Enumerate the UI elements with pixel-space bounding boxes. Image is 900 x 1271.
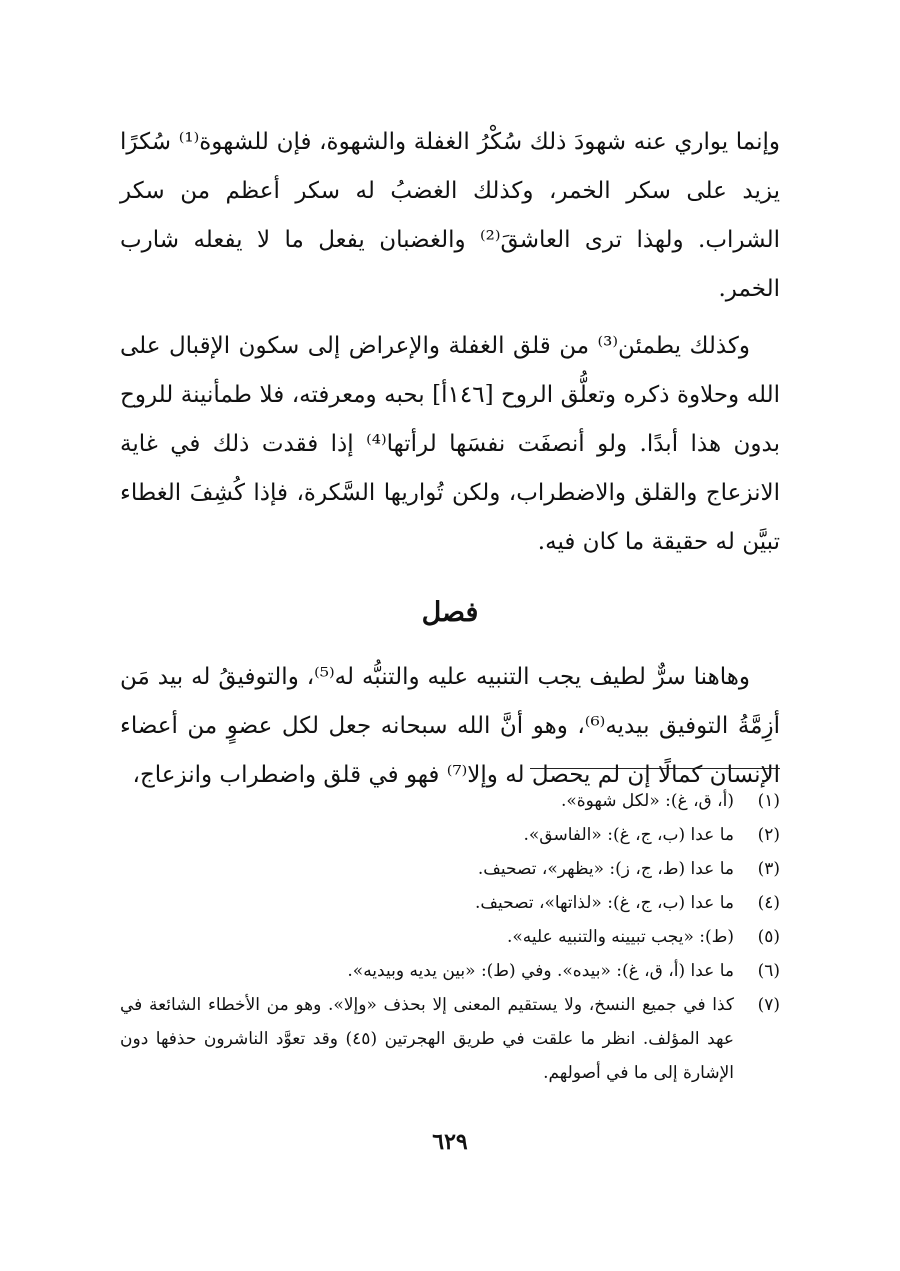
footnote-text: ما عدا (ط، ج، ز): «يظهر»، تصحيف. xyxy=(477,859,734,879)
main-text-block xyxy=(120,118,780,800)
footnote-number: (٣) xyxy=(757,859,780,879)
footnote-number: (٥) xyxy=(757,927,780,947)
footnote-text: (أ، ق، غ): «لكل شهوة». xyxy=(560,791,734,811)
footnote-5 xyxy=(120,920,780,954)
paragraph-2: وكذلك يطمئن⁽³⁾ من قلق الغفلة والإعراض إلى سكون الإقبال على الله وحلاوة ذكره وتعلُّق الروح [١٤٦أ] بحبه ومعرفته، فلا طمأنينة للروح بدون هذا أبدًا. ولو أنصفَت نفسَها لرأتها⁽⁴⁾ إذا فقدت ذلك في غاية الانزعاج والقلق والاضطراب، ولكن تُواريها السَّكرة، فإذا كُشِفَ الغطاء تبيَّن له حقيقة ما كان فيه. xyxy=(120,333,780,555)
footnote-7 xyxy=(120,988,780,1090)
footnote-number: (٤) xyxy=(757,893,780,913)
page-number: ٦٢٩ xyxy=(432,1129,468,1155)
footnote-1 xyxy=(120,784,780,818)
footnote-text: ما عدا (ب، ج، غ): «لذاتها»، تصحيف. xyxy=(474,893,734,913)
footnote-number: (٦) xyxy=(757,961,780,981)
footnote-number: (٧) xyxy=(757,995,780,1015)
footnote-text: ما عدا (ب، ج، غ): «الفاسق». xyxy=(523,825,734,845)
paragraph-3: وهاهنا سرٌّ لطيف يجب التنبيه عليه والتنبُّه له⁽⁵⁾، والتوفيقُ له بيد مَن أزِمَّةُ التوفيق بيديه⁽⁶⁾، وهو أنَّ الله سبحانه جعل لكل عضوٍ من أعضاء الإنسان كمالًا إن لم يحصل له وإلا⁽⁷⁾ فهو في قلق واضطراب وانزعاج، xyxy=(120,664,780,788)
section-heading: فصل xyxy=(421,597,479,628)
footnote-text: (ط): «يجب تبيينه والتنبيه عليه». xyxy=(506,927,734,947)
paragraph-1: وإنما يواري عنه شهودَ ذلك سُكْرُ الغفلة والشهوة، فإن للشهوة⁽¹⁾ سُكرًا يزيد على سكر الخمر، وكذلك الغضبُ له سكر أعظم من سكر الشراب. ولهذا ترى العاشقَ⁽²⁾ والغضبان يفعل ما لا يفعله شارب الخمر. xyxy=(120,129,780,302)
footnote-text: كذا في جميع النسخ، ولا يستقيم المعنى إلا بحذف «وإلا». وهو من الأخطاء الشائعة في عهد المؤلف. انظر ما علقت في طريق الهجرتين (٤٥) وقد تعوَّد الناشرون حذفها دون الإشارة إلى ما في أصولهم. xyxy=(120,995,734,1083)
footnote-separator xyxy=(530,768,780,769)
footnote-3 xyxy=(120,852,780,886)
footnote-number: (١) xyxy=(757,791,780,811)
footnote-number: (٢) xyxy=(757,825,780,845)
footnote-text: ما عدا (أ، ق، غ): «بيده». وفي (ط): «بين يديه وبيديه». xyxy=(347,961,734,981)
footnotes-list xyxy=(120,784,780,1090)
footnote-6 xyxy=(120,954,780,988)
footnote-2 xyxy=(120,818,780,852)
footnote-4 xyxy=(120,886,780,920)
